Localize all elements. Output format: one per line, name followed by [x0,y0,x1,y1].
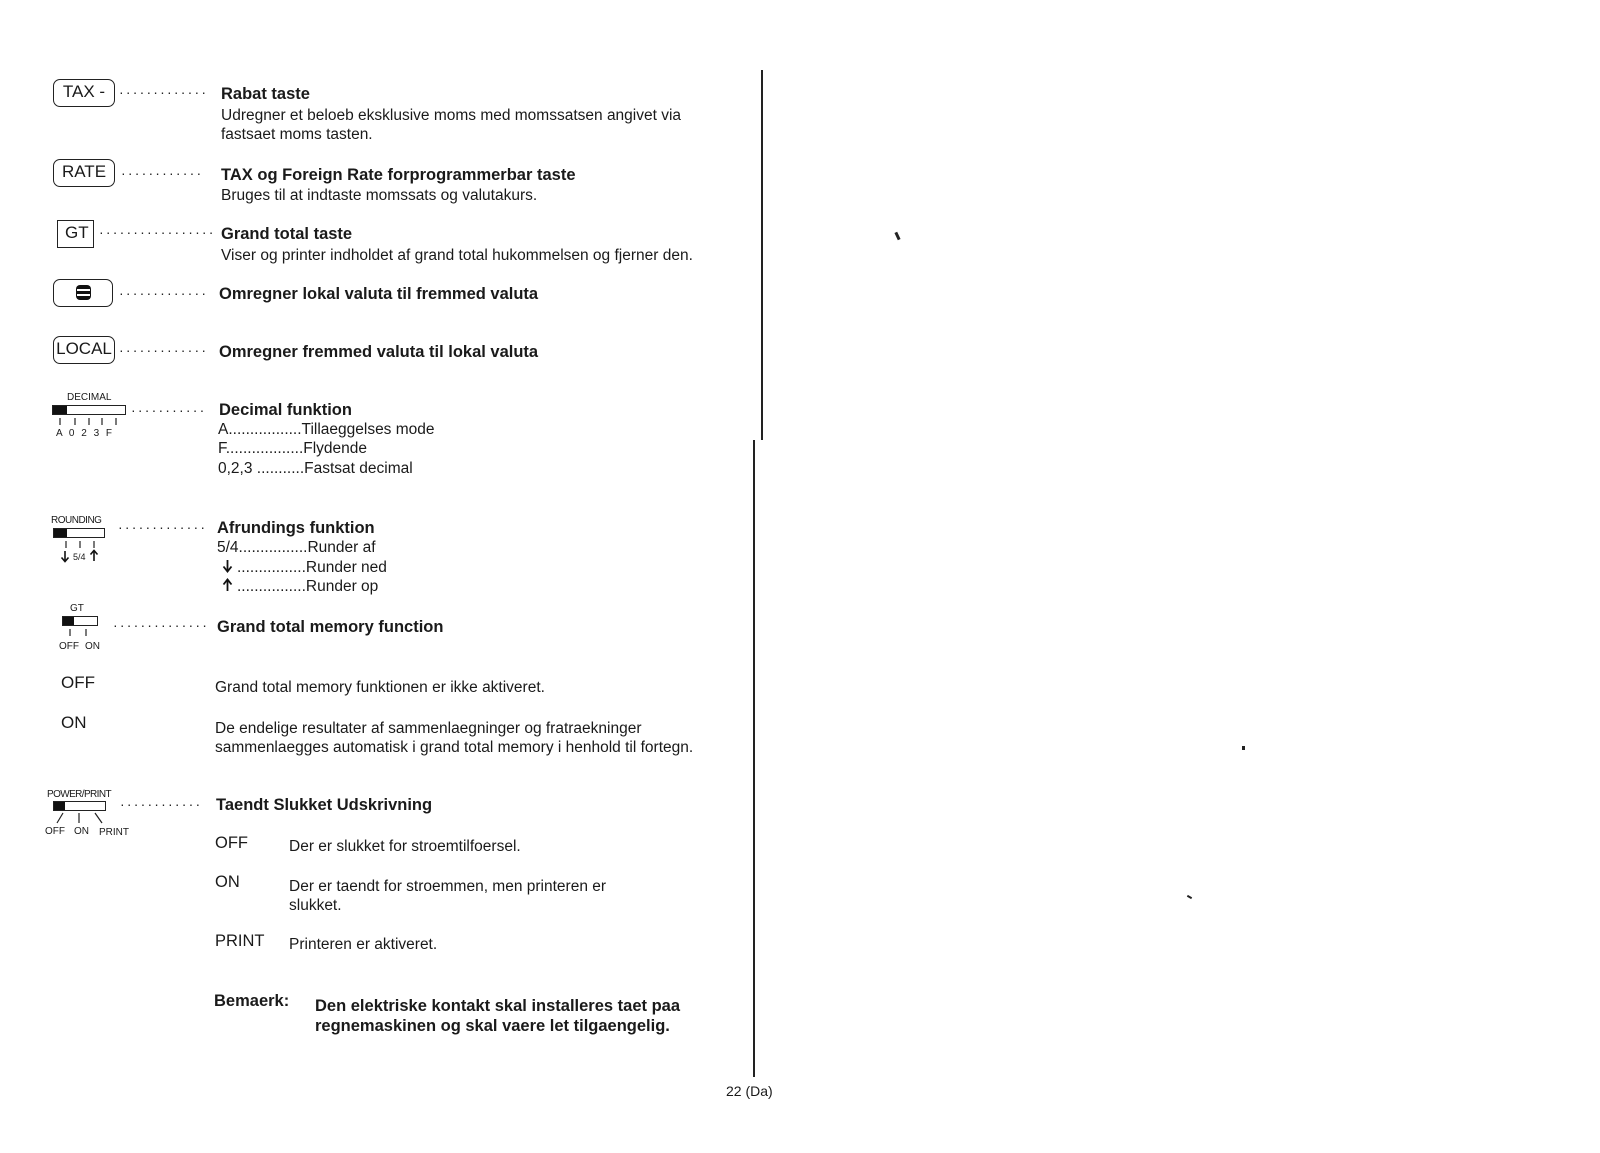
decimal-row: A.................Tillaeggelses mode [218,421,435,438]
decimal-title: Decimal funktion [219,401,352,419]
page-number: 22 (Da) [726,1083,773,1099]
decimal-switch-ticks [55,416,125,426]
leader-dots: ············ [120,796,203,812]
rate-title: TAX og Foreign Rate forprogrammerbar taste [221,166,576,184]
power-print-pos-print: PRINT [99,827,129,838]
gt-memory-off-desc: Grand total memory funktionen er ikke aktiveret. [215,679,545,696]
note-label: Bemaerk: [214,992,290,1010]
gt-memory-on-label: ON [61,713,87,732]
power-print-switch-label: POWER/PRINT [47,789,111,800]
currency-key [53,279,113,307]
round-down-arrow-icon [60,550,70,563]
leader-dots: ············ [121,165,204,181]
leader-dots: ············· [119,342,209,358]
rounding-title: Afrundings funktion [217,519,375,537]
rounding-row: ................Runder ned [237,559,387,576]
power-print-pos-on: ON [74,826,89,837]
power-print-pos-off: OFF [45,826,65,837]
gt-key: GT [57,220,94,248]
tax-minus-title: Rabat taste [221,85,310,103]
gt-memory-off-label: OFF [61,673,95,692]
rounding-switch-label: ROUNDING [51,515,102,526]
leader-dots: ············· [118,519,208,535]
rounding-position-mid: 5/4 [73,552,86,562]
decimal-row: 0,2,3 ...........Fastsat decimal [218,460,413,477]
power-print-switch-ticks [55,811,105,825]
power-print-off-label: OFF [215,834,248,852]
gt-memory-on-desc: De endelige resultater af sammenlaegninger og fratraekninger sammenlaegges automatisk i grand total memory i henhold til fortegn. [215,720,694,756]
decimal-positions: A 0 2 3 F [56,428,113,439]
decimal-row: F..................Flydende [218,440,368,457]
round-up-arrow-icon [89,549,99,562]
round-up-arrow-icon [222,578,233,592]
scan-speck [1187,895,1192,899]
tax-minus-key: TAX - [53,79,115,107]
column-divider [753,440,755,1077]
rate-desc: Bruges til at indtaste momssats og valutakurs. [221,187,538,204]
gt-switch-label: GT [70,603,84,614]
leader-dots: ·············· [113,617,210,633]
power-print-title: Taendt Slukket Udskrivning [216,796,433,814]
leader-dots: ············· [119,84,209,100]
decimal-switch [52,405,126,415]
gt-switch-pos-on: ON [85,641,100,652]
local-key: LOCAL [53,336,115,364]
currency-coin-icon [76,285,91,300]
leader-dots: ············· [119,285,209,301]
gt-memory-title: Grand total memory function [217,618,444,636]
rate-key: RATE [53,159,115,187]
leader-dots: ··········· [131,402,207,418]
round-down-arrow-icon [222,559,233,573]
power-print-print-label: PRINT [215,932,265,950]
rounding-switch-ticks [60,539,100,549]
scan-speck [894,232,900,241]
gt-switch-pos-off: OFF [59,641,79,652]
rounding-row: ................Runder op [237,578,379,595]
currency-title: Omregner lokal valuta til fremmed valuta [219,285,539,303]
power-print-off-desc: Der er slukket for stroemtilfoersel. [289,838,521,855]
tax-minus-desc: Udregner et beloeb eksklusive moms med momssatsen angivet via fastsaet moms tasten. [221,107,682,143]
power-print-switch [53,801,106,811]
gt-switch [62,616,98,626]
local-title: Omregner fremmed valuta til lokal valuta [219,343,539,361]
scan-speck [1242,746,1245,750]
power-print-on-desc: Der er taendt for stroemmen, men printeren er slukket. [289,878,607,914]
power-print-print-desc: Printeren er aktiveret. [289,936,438,953]
gt-title: Grand total taste [221,225,353,243]
power-print-on-label: ON [215,873,240,891]
rounding-switch [53,528,105,538]
note-text: Den elektriske kontakt skal installeres taet paa regnemaskinen og skal vaere let tilgaengelig. [315,997,681,1035]
decimal-switch-label: DECIMAL [67,392,112,403]
rounding-row: 5/4................Runder af [217,539,376,556]
column-divider [761,70,763,440]
leader-dots: ················· [99,224,216,240]
gt-switch-ticks [64,627,94,637]
gt-desc: Viser og printer indholdet af grand total hukommelsen og fjerner den. [221,247,693,264]
